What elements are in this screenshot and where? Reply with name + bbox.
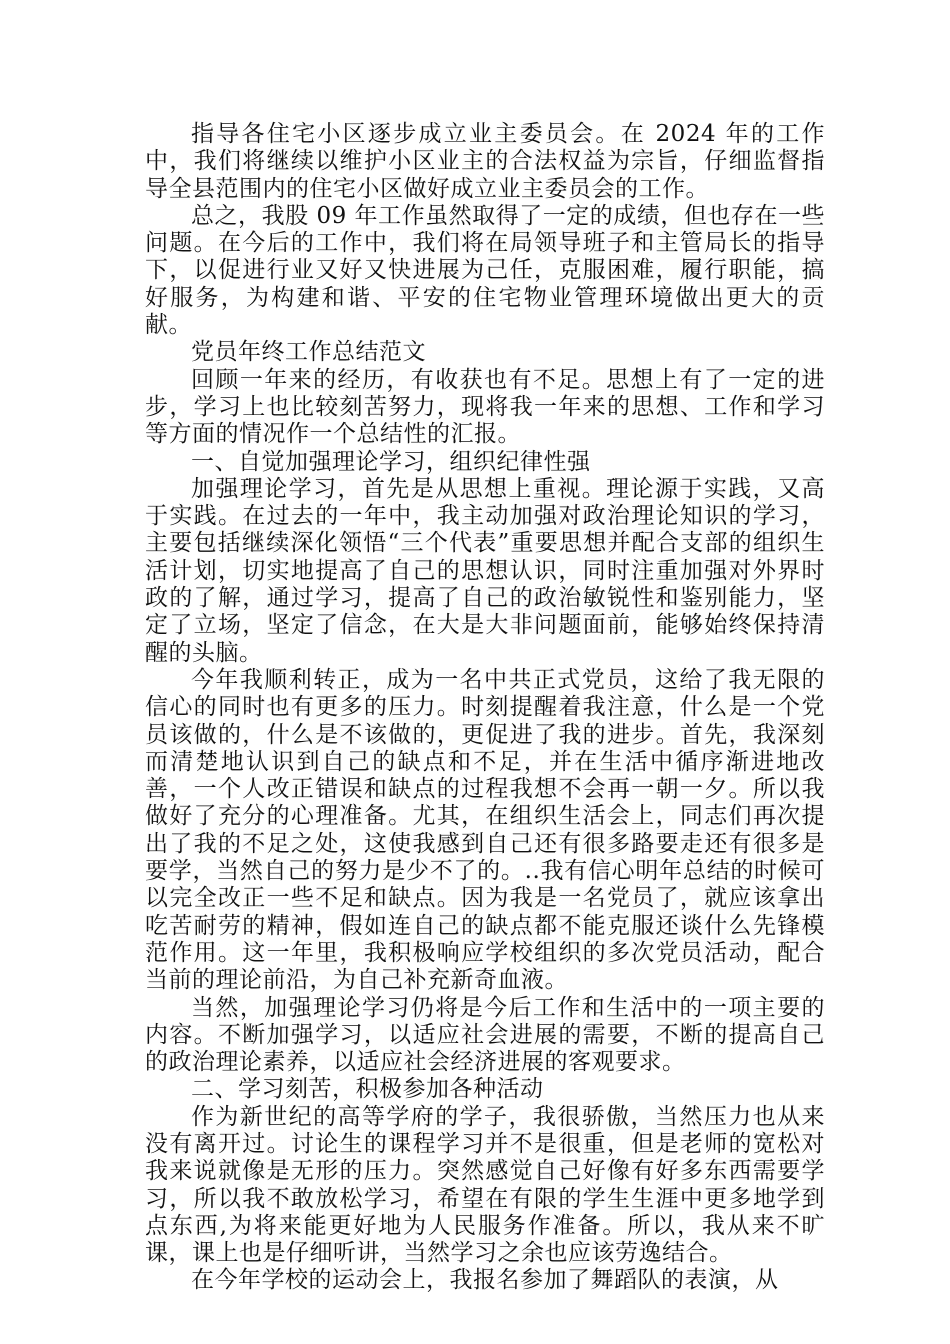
document-page <box>145 121 825 1295</box>
paragraph-intro: 回顾一年来的经历，有收获也有不足。思想上有了一定的进步，学习上也比较刻苦努力，现将我一年来的思想、工作和学习等方面的情况作一个总结性的汇报。 <box>145 366 825 448</box>
heading-part-2: 二、学习刻苦，积极参加各种活动 <box>191 1076 544 1103</box>
paragraph-continue-study: 当然，加强理论学习仍将是今后工作和生活中的一项主要的内容。不断加强学习，以适应社会进展的需要，不断的提高自己的政治理论素养，以适应社会经济进展的客观要求。 <box>145 994 825 1076</box>
paragraph-student: 作为新世纪的高等学府的学子，我很骄傲，当然压力也从来没有离开过。讨论生的课程学习并不是很重，但是老师的宽松对我来说就像是无形的压力。突然感觉自己好像有好多东西需要学习，所以我不敢放松学习，希望在有限的学生生涯中更多地学到点东西,为将来能更好地为人民服务作准备。所以，我从来不旷课，课上也是仔细听讲，当然学习之余也应该劳逸结合。 <box>145 1103 825 1267</box>
paragraph-2: 总之，我股 09 年工作虽然取得了一定的成绩，但也存在一些问题。在今后的工作中，我们将在局领导班子和主管局长的指导下，以促进行业又好又快进展为己任，克服困难，履行职能，搞好服务，为构建和谐、平安的住宅物业管理环境做出更大的贡献。 <box>145 202 825 339</box>
paragraph-1: 指导各住宅小区逐步成立业主委员会。在 2024 年的工作中，我们将继续以维护小区业主的合法权益为宗旨，仔细监督指导全县范围内的住宅小区做好成立业主委员会的工作。 <box>145 121 825 202</box>
paragraph-sports: 在今年学校的运动会上，我报名参加了舞蹈队的表演，从 <box>191 1267 779 1294</box>
paragraph-theory: 加强理论学习，首先是从思想上重视。理论源于实践，又高于实践。在过去的一年中，我主动加强对政治理论知识的学习，主要包括继续深化领悟“三个代表”重要思想并配合支部的组织生活计划，切实地提高了自己的思想认识，同时注重加强对外界时政的了解，通过学习，提高了自己的政治敏锐性和鉴别能力，坚定了立场，坚定了信念，在大是大非问题面前，能够始终保持清醒的头脑。 <box>145 475 825 666</box>
section-title: 党员年终工作总结范文 <box>191 339 426 366</box>
paragraph-party-member: 今年我顺利转正，成为一名中共正式党员，这给了我无限的信心的同时也有更多的压力。时刻提醒着我注意，什么是一个党员该做的，什么是不该做的，更促进了我的进步。首先，我深刻而清楚地认识到自己的缺点和不足，并在生活中循序渐进地改善，一个人改正错误和缺点的过程我想不会再一朝一夕。所以我做好了充分的心理准备。尤其，在组织生活会上，同志们再次提出了我的不足之处，这使我感到自己还有很多路要走还有很多是要学，当然自己的努力是少不了的。..我有信心明年总结的时候可以完全改正一些不足和缺点。因为我是一名党员了，就应该拿出吃苦耐劳的精神，假如连自己的缺点都不能克服还谈什么先锋模范作用。这一年里，我积极响应学校组织的多次党员活动，配合当前的理论前沿，为自己补充新奇血液。 <box>145 666 825 994</box>
heading-part-1: 一、自觉加强理论学习，组织纪律性强 <box>191 448 591 475</box>
